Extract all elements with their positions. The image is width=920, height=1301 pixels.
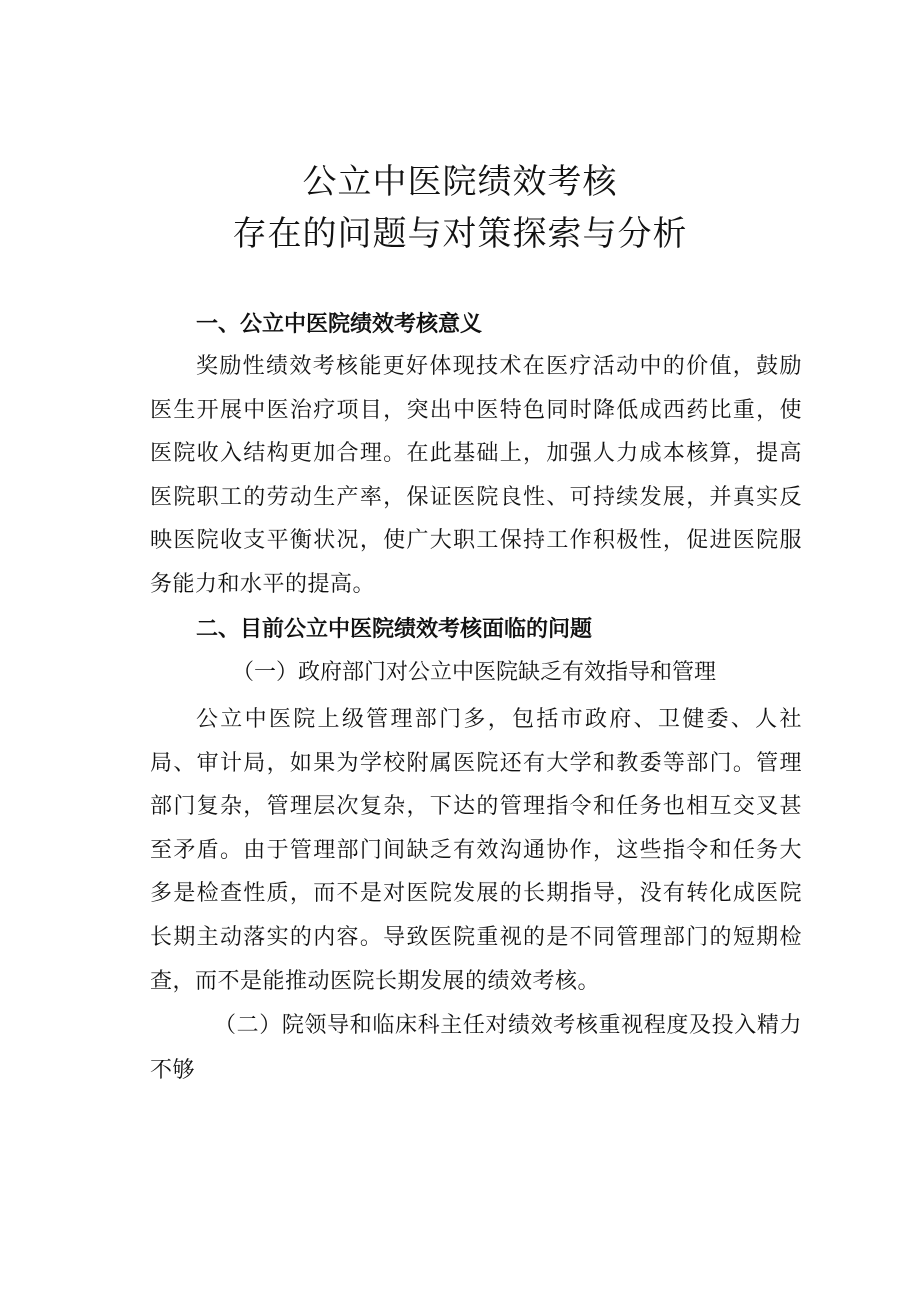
- subsection-heading-1: （一）政府部门对公立中医院缺乏有效指导和管理: [232, 660, 717, 685]
- document-title-line-2: 存在的问题与对策探索与分析: [232, 214, 688, 254]
- document-title-line-1: 公立中医院绩效考核: [302, 162, 618, 202]
- subsection-heading-2: （二）院领导和临床科主任对绩效考核重视程度及投入精力不够: [150, 1013, 802, 1083]
- subsection-1-paragraph: 公立中医院上级管理部门多，包括市政府、卫健委、人社局、审计局，如果为学校附属医院还有大学和教委等部门。管理部门复杂，管理层次复杂，下达的管理指令和任务也相互交叉甚至矛盾。由于管理部门间缺乏有效沟通协作，这些指令和任务大多是检查性质，而不是对医院发展的长期指导，没有转化成医院长期主动落实的内容。导致医院重视的是不同管理部门的短期检查，而不是能推动医院长期发展的绩效考核。: [150, 707, 802, 994]
- section-heading-2: 二、目前公立中医院绩效考核面临的问题: [196, 617, 593, 642]
- section-heading-1: 一、公立中医院绩效考核意义: [196, 312, 483, 337]
- section-1-paragraph: 奖励性绩效考核能更好体现技术在医疗活动中的价值，鼓励医生开展中医治疗项目，突出中医特色同时降低成西药比重，使医院收入结构更加合理。在此基础上，加强人力成本核算，提高医院职工的劳动生产率，保证医院良性、可持续发展，并真实反映医院收支平衡状况，使广大职工保持工作积极性，促进医院服务能力和水平的提高。: [150, 354, 802, 597]
